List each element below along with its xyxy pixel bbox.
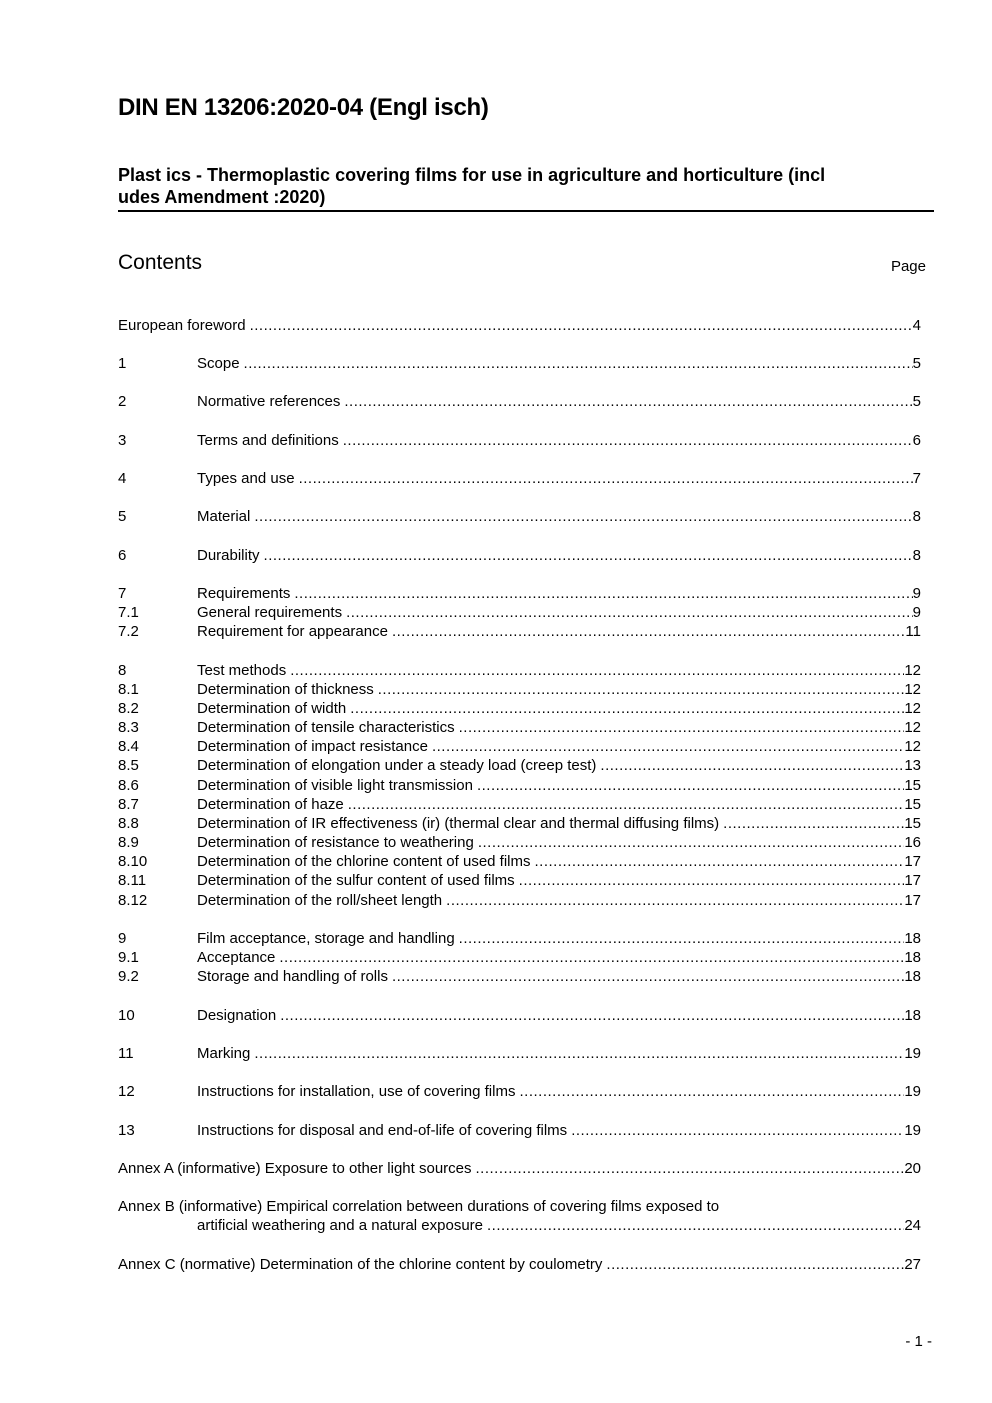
toc-section-number: 1 [118,355,127,372]
toc-page-number: 4 [912,317,921,334]
page-footer-number: - 1 - [905,1333,932,1350]
toc-entry[interactable] [118,891,921,910]
toc-entry[interactable] [118,814,921,833]
toc-label: European foreword [118,317,246,334]
toc-entry[interactable] [118,354,921,373]
toc-label: Marking [197,1045,251,1062]
toc-section-number: 8.9 [118,834,139,851]
toc-entry[interactable] [118,469,921,488]
toc-leader-dots [290,661,904,680]
toc-entry[interactable] [118,967,921,986]
toc-leader-dots [392,967,904,986]
toc-section-number: 8.5 [118,757,139,774]
toc-section-number: 8.4 [118,738,139,755]
toc-label: Determination of impact resistance [197,738,428,755]
toc-line [197,1216,921,1235]
toc-leader-dots [346,603,913,622]
toc-leader-dots [294,584,912,603]
toc-page-number: 5 [912,355,921,372]
toc-line [118,1255,921,1274]
toc-section-number: 8 [118,662,127,679]
toc-section-number: 8.2 [118,700,139,717]
toc-page-number: 15 [904,777,921,794]
toc-page-number: 17 [904,892,921,909]
toc-line [197,948,921,967]
toc-page-number: 18 [904,968,921,985]
toc-entry[interactable] [118,680,921,699]
toc-page-number: 9 [912,604,921,621]
toc-label: Requirement for appearance [197,623,388,640]
toc-leader-dots [487,1216,904,1235]
toc-label: Determination of the sulfur content of used films [197,872,515,889]
toc-line [197,852,921,871]
toc-label: General requirements [197,604,343,621]
toc-label: Determination of tensile characteristics [197,719,455,736]
toc-line [197,891,921,910]
toc-leader-dots [432,737,904,756]
toc-section-number: 6 [118,547,127,564]
toc-line [197,661,921,680]
toc-entry-annex-b[interactable] [118,1197,921,1235]
toc-page-number: 12 [904,662,921,679]
toc-label: Determination of visible light transmission [197,777,473,794]
toc-section-number: 8.8 [118,815,139,832]
toc-label: Instructions for disposal and end-of-life of covering films [197,1122,568,1139]
toc-section-number: 9.2 [118,968,139,985]
toc-page-number: 19 [904,1083,921,1100]
toc-section-number: 10 [118,1007,135,1024]
toc-page-number: 6 [912,432,921,449]
toc-line [197,967,921,986]
toc-page-number: 18 [904,949,921,966]
toc-entry[interactable] [118,1044,921,1063]
toc-line [197,833,921,852]
toc-page-number: 15 [904,815,921,832]
toc-label: Determination of resistance to weathering [197,834,474,851]
toc-leader-dots [350,699,904,718]
toc-line [197,622,921,641]
toc-section-number: 7 [118,585,127,602]
toc-line [197,699,921,718]
toc-label: Determination of thickness [197,681,374,698]
toc-page-number: 12 [904,719,921,736]
toc-page-number: 12 [904,700,921,717]
toc-section-number: 8.3 [118,719,139,736]
toc-section-number: 8.1 [118,681,139,698]
toc-section-number: 2 [118,393,127,410]
toc-entry[interactable] [118,316,921,335]
toc-section-number: 9 [118,930,127,947]
toc-page-number: 27 [904,1256,921,1273]
toc-leader-dots [244,354,913,373]
toc-entry[interactable] [118,929,921,948]
toc-entry[interactable] [118,584,921,603]
toc-page-number: 7 [912,470,921,487]
toc-leader-dots [478,833,905,852]
toc-entry[interactable] [118,661,921,680]
toc-leader-dots [723,814,904,833]
toc-page-number: 15 [904,796,921,813]
toc-label: Determination of IR effectiveness (ir) (thermal clear and thermal diffusing films) [197,815,720,832]
toc-entry[interactable] [118,852,921,871]
toc-line [197,756,921,775]
toc-line [197,1121,921,1140]
toc-page-number: 17 [904,853,921,870]
toc-entry[interactable] [118,795,921,814]
toc-line [197,392,921,411]
toc-page-number: 18 [904,1007,921,1024]
toc-leader-dots [600,756,904,775]
toc-line [197,871,921,890]
toc-entry[interactable] [118,699,921,718]
toc-line [197,584,921,603]
toc-page-number: 8 [912,508,921,525]
subtitle-line-2: udes Amendment :2020) [118,187,326,207]
toc-entry[interactable] [118,1159,921,1178]
toc-label: Determination of haze [197,796,344,813]
toc-section-number: 8.7 [118,796,139,813]
toc-label: Requirements [197,585,291,602]
toc-section-number: 7.1 [118,604,139,621]
toc-line [197,680,921,699]
toc-entry[interactable] [118,622,921,641]
toc-page-number: 5 [912,393,921,410]
toc-entry[interactable] [118,948,921,967]
toc-page-number: 12 [904,681,921,698]
toc-entry[interactable] [118,603,921,622]
toc-leader-dots [392,622,905,641]
toc-entry[interactable] [118,756,921,775]
toc-line [197,546,921,565]
toc-leader-dots [254,507,912,526]
toc-page-number: 11 [905,623,921,640]
toc-entry[interactable] [118,871,921,890]
toc-section-number: 5 [118,508,127,525]
toc-line [197,469,921,488]
toc-leader-dots [344,392,912,411]
toc-label: Scope [197,355,240,372]
toc-entry[interactable] [118,546,921,565]
toc-entry[interactable] [118,776,921,795]
toc-leader-dots [519,1082,904,1101]
toc-label: Annex A (informative) Exposure to other light sources [118,1160,472,1177]
toc-leader-dots [378,680,905,699]
toc-page-number: 13 [904,757,921,774]
toc-label: Test methods [197,662,287,679]
toc-label: Types and use [197,470,295,487]
toc-leader-dots [571,1121,904,1140]
toc-section-number: 9.1 [118,949,139,966]
toc-label: Normative references [197,393,341,410]
toc-entry[interactable] [118,1255,921,1274]
toc-leader-dots [250,316,913,335]
toc-line [118,1159,921,1178]
contents-heading: Contents [118,251,203,274]
toc-page-number: 18 [904,930,921,947]
toc-page-number: 19 [904,1045,921,1062]
toc-section-number: 3 [118,432,127,449]
toc-leader-dots [606,1255,904,1274]
toc-leader-dots [279,948,904,967]
toc-line [197,431,921,450]
toc-label: Film acceptance, storage and handling [197,930,455,947]
toc-label: Instructions for installation, use of covering films [197,1083,516,1100]
toc-line [197,603,921,622]
toc-leader-dots [254,1044,904,1063]
toc-section-number: 13 [118,1122,135,1139]
toc-label: Durability [197,547,260,564]
toc-section-number: 8.12 [118,892,148,909]
page-column-heading: Page [890,258,926,275]
toc-label: Determination of width [197,700,347,717]
toc-line [197,1006,921,1025]
toc-page-number: 8 [912,547,921,564]
toc-label: Designation [197,1007,277,1024]
toc-page-number: 16 [904,834,921,851]
toc-page-number: 20 [904,1160,921,1177]
toc-page-number: 17 [904,872,921,889]
toc-entry[interactable] [118,718,921,737]
document-title: DIN EN 13206:2020-04 (Engl isch) [118,94,489,121]
toc-label-continued: artificial weathering and a natural exposure [197,1217,484,1234]
toc-section-number: 11 [118,1045,134,1062]
toc-line [197,354,921,373]
toc-line [197,737,921,756]
toc-entry[interactable] [118,507,921,526]
toc-line [197,776,921,795]
toc-leader-dots [343,431,913,450]
toc-section-number: 7.2 [118,623,139,640]
toc-line [197,507,921,526]
toc-leader-dots [535,852,905,871]
toc-label: Annex C (normative) Determination of the chlorine content by coulometry [118,1256,603,1273]
toc-section-number: 8.11 [118,872,147,889]
document-subtitle [118,164,934,212]
toc-entry[interactable] [118,431,921,450]
toc-leader-dots [280,1006,904,1025]
toc-label: Acceptance [197,949,276,966]
toc-line [197,814,921,833]
toc-line [197,1082,921,1101]
toc-leader-dots [348,795,905,814]
toc-page-number: 12 [904,738,921,755]
toc-leader-dots [459,929,905,948]
toc-line [118,316,921,335]
toc-page-number: 24 [904,1217,921,1234]
toc-label: Annex B (informative) Empirical correlation between durations of covering films exposed to [118,1198,720,1215]
toc-entry[interactable] [118,1006,921,1025]
toc-section-number: 12 [118,1083,135,1100]
toc-line [197,929,921,948]
toc-page-number: 19 [904,1122,921,1139]
toc-leader-dots [299,469,913,488]
toc-section-number: 8.6 [118,777,139,794]
subtitle-line-1: Plast ics - Thermoplastic covering films for use in agriculture and horticulture (incl [118,165,826,185]
toc-leader-dots [477,776,904,795]
toc-entry[interactable] [118,833,921,852]
toc-label: Material [197,508,251,525]
toc-line [197,795,921,814]
toc-label: Terms and definitions [197,432,339,449]
toc-entry[interactable] [118,737,921,756]
toc-entry[interactable] [118,392,921,411]
toc-leader-dots [519,871,905,890]
toc-leader-dots [264,546,913,565]
toc-section-number: 4 [118,470,127,487]
toc-entry[interactable] [118,1121,921,1140]
toc-line [197,1044,921,1063]
toc-page-number: 9 [912,585,921,602]
toc-line [197,718,921,737]
toc-entry[interactable] [118,1082,921,1101]
toc-label: Determination of elongation under a steady load (creep test) [197,757,597,774]
toc-label: Determination of the roll/sheet length [197,892,443,909]
toc-leader-dots [476,1159,905,1178]
toc-label: Storage and handling of rolls [197,968,388,985]
toc-leader-dots [459,718,905,737]
toc-leader-dots [446,891,904,910]
toc-section-number: 8.10 [118,853,148,870]
toc-label: Determination of the chlorine content of used films [197,853,531,870]
